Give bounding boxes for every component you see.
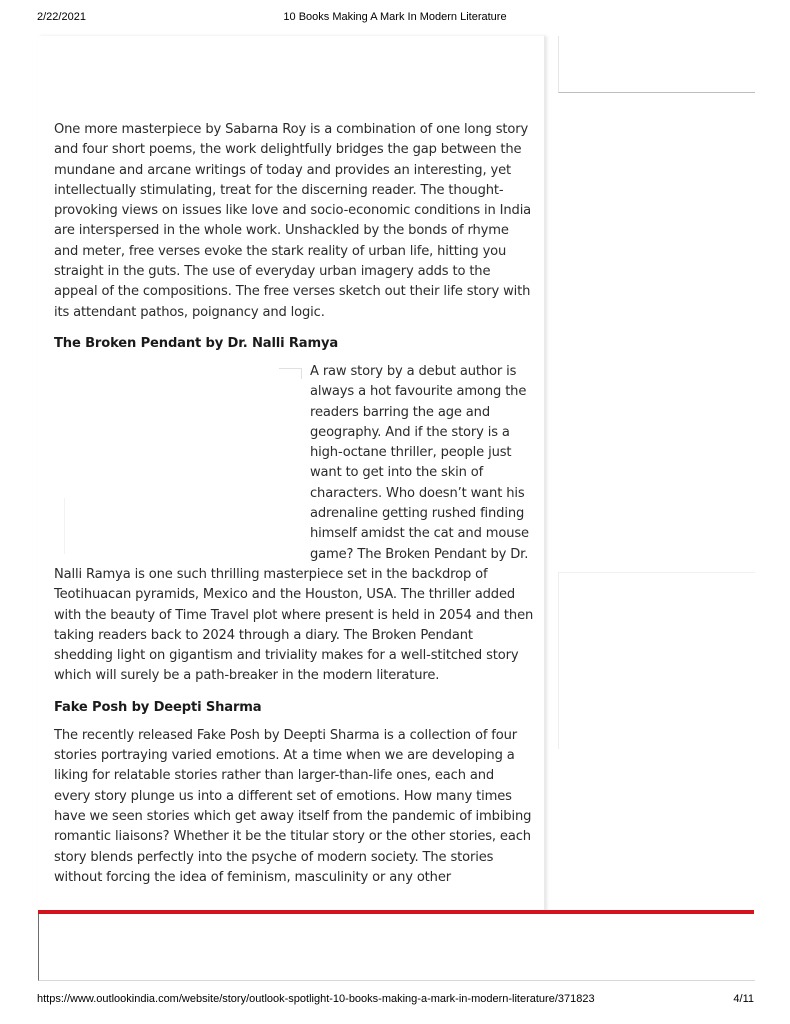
print-url: https://www.outlookindia.com/website/story/outlook-spotlight-10-books-making-a-mark-in-modern-literature/371823 — [37, 993, 595, 1005]
image-frame-corner — [279, 368, 302, 379]
book-cover-image-placeholder — [54, 368, 302, 560]
sidebar-ad-slot-top — [558, 36, 755, 93]
article-body — [54, 120, 534, 899]
book-heading-broken-pendant: The Broken Pendant by Dr. Nalli Ramya — [54, 335, 339, 351]
article-paragraph: One more masterpiece by Sabarna Roy is a combination of one long story and four short poems, the work delightfully bridges the gap between the mundane and arcane writings of today and provides an interesting, yet intellectually stimulating, treat for the discerning reader. The thought-provoking views on issues like love and socio-economic conditions in India are interspersed in the whole work. Unshackled by the bonds of rhyme and meter, free verses evoke the stark reality of urban life, hitting you straight in the guts. The use of everyday urban imagery adds to the appeal of the compositions. The free verses sketch out their life story with its attendant pathos, poignancy and logic. — [54, 122, 532, 320]
article-paragraph: The recently released Fake Posh by Deepti Sharma is a collection of four stories portraying varied emotions. At a time when we are developing a liking for relatable stories rather than larger-than-life ones, each and every story plunge us into a different set of emotions. How many times have we seen stories which get away itself from the pandemic of imbibing romantic liaisons? Whether it be the titular story or the other stories, each story blends perfectly into the psyche of modern society. The stories without forcing the idea of feminism, masculinity or any other — [54, 727, 532, 885]
sticky-ad-slot-bottom — [38, 914, 755, 981]
image-frame-edge — [64, 498, 65, 554]
article-paragraph: A raw story by a debut author is always a hot favourite among the readers barring the age and geography. And if the story is a high-octane thriller, people just want to get into the skin of characters. Who doesn’t want his adrenaline getting rushed finding himself amidst the cat and mouse game? The Broken Pendant by Dr. Nalli Ramya is one such thrilling masterpiece set in the backdrop of Teotihuacan pyramids, Mexico and the Houston, USA. The thriller added with the beauty of Time Travel plot where present is held in 2054 and then taking readers back to 2024 through a diary. The Broken Pendant shedding light on gigantism and triviality makes for a well-stitched story which will surely be a path-breaker in the modern literature. — [54, 363, 534, 684]
print-title: 10 Books Making A Mark In Modern Literature — [283, 11, 507, 23]
book-heading-fake-posh: Fake Posh by Deepti Sharma — [54, 699, 262, 715]
print-date: 2/22/2021 — [37, 11, 86, 23]
print-page-number: 4/11 — [733, 993, 754, 1005]
sidebar-ad-slot-middle — [558, 572, 755, 749]
